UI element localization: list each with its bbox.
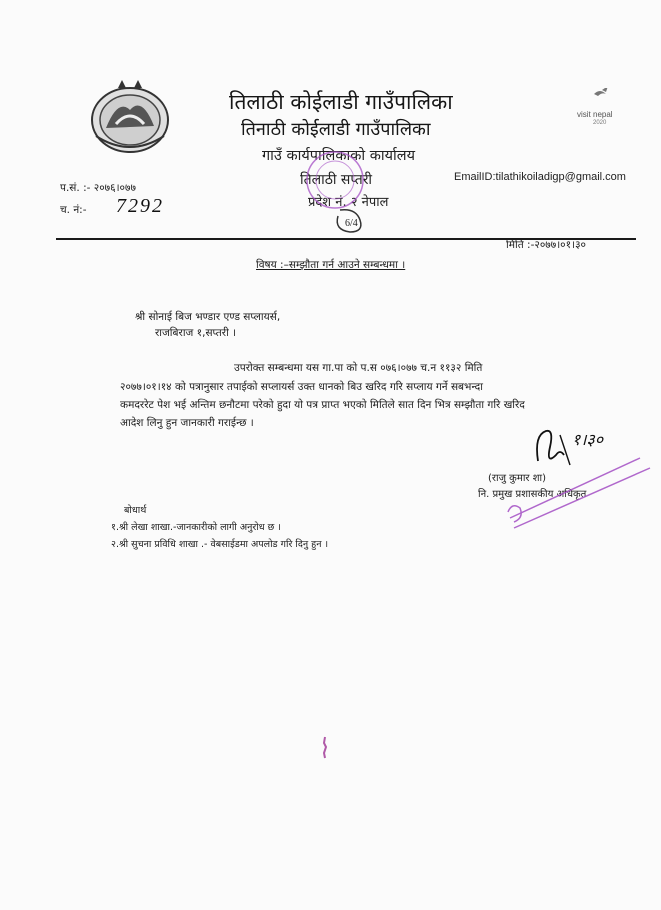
visit-nepal-year: 2020 <box>593 120 607 126</box>
office-country: प्रदेश नं. २ नेपाल <box>308 195 389 210</box>
office-email: EmailID:tilathikoiladigp@gmail.com <box>454 171 626 183</box>
reference-ps: प.सं. :- २०७६।०७७ <box>60 182 136 194</box>
cc-heading: बोधार्थ <box>124 505 147 516</box>
svg-text:6/4: 6/4 <box>345 218 358 229</box>
letter-date: मिति :-२०७७।०१।३० <box>506 239 587 251</box>
body-line-1: उपरोक्त सम्बन्धमा यस गा.पा को प.स ०७६।०७७ च.न ११३२ मिति <box>234 362 483 374</box>
office-name: तिलाठी कोईलाडी गाउँपालिका <box>229 90 453 114</box>
municipality-emblem-icon <box>88 78 172 156</box>
ink-mark-icon <box>320 735 330 760</box>
reference-cn-label: च. नं:- <box>60 204 87 216</box>
office-place: तिलाठी सप्तरी <box>300 172 373 188</box>
office-seal-stamp-icon <box>290 150 390 240</box>
cc-item-1: १.श्री लेखा शाखा.-जानकारीको लागी अनुरोध छ । <box>111 522 281 533</box>
cc-item-2: २.श्री सुचना प्रविधि शाखा .- वेबसाईडमा अपलोड गरि दिनु हुन । <box>111 539 329 550</box>
office-name-alt: तिनाठी कोर्ईलाडी गाउँपालिका <box>241 119 431 140</box>
body-line-3: कमदररेट पेश भई अन्तिम छनौटमा परेको हुदा यो पत्र प्राप्त भएको मितिले सात दिन भित्र सम्झौता गरि खरिद <box>120 399 525 411</box>
letter-subject: विषय :–सम्झौता गर्न आउने सम्बन्धमा । <box>256 259 406 271</box>
recipient-line-1: श्री सोनाई बिज भण्डार एण्ड सप्लायर्स, <box>135 311 281 323</box>
signatory-title: नि. प्रमुख प्रशासकीय अधिकृत <box>478 489 587 500</box>
reference-cn-handwritten: 7292 <box>116 195 164 217</box>
signatory-stamp-icon <box>500 438 660 538</box>
body-line-2: २०७७।०१।१४ को पत्रानुसार तपाईको सप्लायर्स उक्त धानको बिउ खरिद गरि सप्लाय गर्ने सबभन्दा <box>120 381 483 393</box>
body-line-4: आदेश लिनु हुन जानकारी गराईन्छ । <box>120 417 254 429</box>
office-type: गाउँ कार्यपालिकाको कार्यालय <box>262 148 416 164</box>
recipient-line-2: राजबिराज १,सप्तरी । <box>155 327 237 339</box>
signatory-name: (राजु कुमार शा) <box>488 473 546 484</box>
visit-nepal-text: visit nepal <box>577 110 613 119</box>
signature-date: १।३० <box>572 430 604 449</box>
